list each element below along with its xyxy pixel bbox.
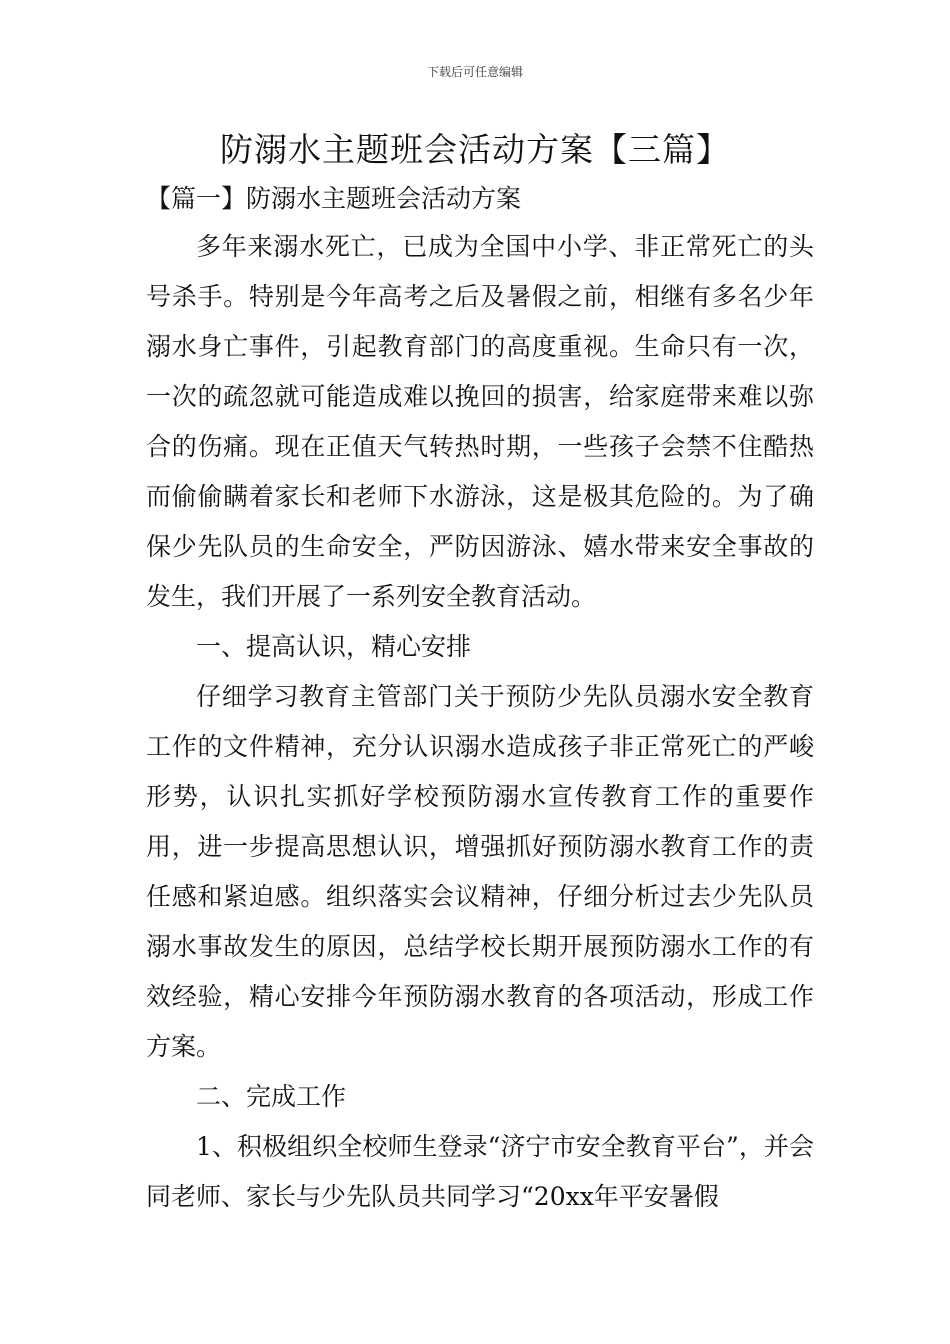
document-body: [146, 176, 814, 1222]
section-heading-1: 一、提高认识，精心安排: [196, 632, 472, 661]
paragraph-intro: 多年来溺水死亡，已成为全国中小学、非正常死亡的头号杀手。特别是今年高考之后及暑假之前，相继有多名少年溺水身亡事件，引起教育部门的高度重视。生命只有一次，一次的疏忽就可能造成难以挽回的损害，给家庭带来难以弥合的伤痛。现在正值天气转热时期，一些孩子会禁不住酷热而偷偷瞒着家长和老师下水游泳，这是极其危险的。为了确保少先队员的生命安全，严防因游泳、嬉水带来安全事故的发生，我们开展了一系列安全教育活动。: [146, 232, 814, 611]
header-note: 下载后可任意编辑: [426, 65, 523, 79]
section-heading-2: 二、完成工作: [196, 1082, 347, 1111]
section-subtitle: 【篇一】防溺水主题班会活动方案: [146, 184, 522, 213]
document-title: 防溺水主题班会活动方案【三篇】: [220, 130, 730, 169]
paragraph-section-1: 仔细学习教育主管部门关于预防少先队员溺水安全教育工作的文件精神，充分认识溺水造成孩子非正常死亡的严峻形势，认识扎实抓好学校预防溺水宣传教育工作的重要作用，进一步提高思想认识，增强抓好预防溺水教育工作的责任感和紧迫感。组织落实会议精神，仔细分析过去少先队员溺水事故发生的原因，总结学校长期开展预防溺水工作的有效经验，精心安排今年预防溺水教育的各项活动，形成工作方案。: [146, 682, 814, 1061]
paragraph-section-2-item-1: 1、积极组织全校师生登录“济宁市安全教育平台”，并会同老师、家长与少先队员共同学习“20xx年平安暑假: [146, 1132, 814, 1211]
